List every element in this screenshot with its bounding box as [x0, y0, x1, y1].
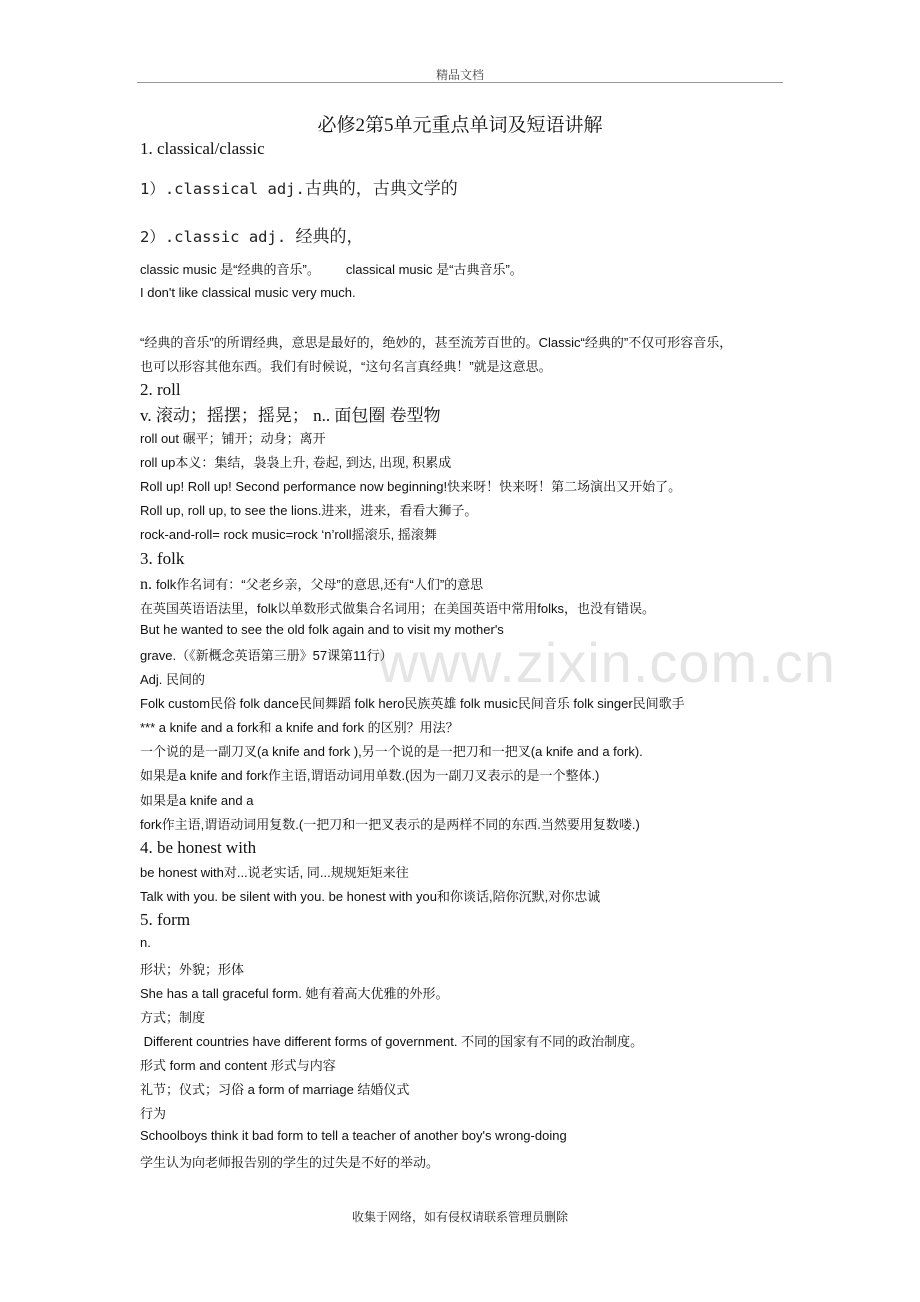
section-3-line-7: 一个说的是一副刀叉(a knife and fork ),另一个说的是一把刀和一把叉(a knife and a fork). — [140, 744, 643, 759]
section-2-heading: 2. roll — [140, 380, 181, 399]
section-2-line-1: roll out 碾平；铺开；动身；离开 — [140, 431, 326, 446]
section-1-definition-1 — [140, 174, 458, 199]
section-2-definition: v. 滚动；摇摆；摇晃； n.. 面包圈 卷型物 — [140, 406, 441, 425]
section-2-line-2: roll up本义：集结，袅袅上升, 卷起, 到达, 出现, 积累成 — [140, 455, 452, 470]
page-header: 精品文档 — [435, 68, 484, 82]
section-4-line-2: Talk with you. be silent with you. be honest with you和你谈话,陪你沉默,对你忠诚 — [140, 889, 601, 904]
section-5-line-10: 学生认为向老师报告别的学生的过失是不好的举动。 — [140, 1155, 440, 1170]
section-5-line-6: 形式 form and content 形式与内容 — [140, 1058, 336, 1073]
section-5-line-5: Different countries have different forms of government. 不同的国家有不同的政治制度。 — [140, 1034, 644, 1049]
section-2-line-5: rock-and-roll= rock music=rock ‘n’roll摇滚乐, 摇滚舞 — [140, 527, 437, 542]
section-5-heading: 5. form — [140, 910, 191, 929]
section-3-line-9: 如果是a knife and a — [140, 793, 254, 808]
section-5-line-2: 形状；外貌；形体 — [140, 962, 245, 977]
example-classic: classic music 是“经典的音乐”。 — [140, 262, 320, 277]
definition-1-label: 1）.classical adj. — [140, 180, 305, 198]
page-title: 必修2第5单元重点单词及短语讲解 — [317, 115, 603, 136]
definition-text: folk作名词有：“父老乡亲，父母”的意思,还有“人们”的意思 — [156, 577, 484, 592]
example-classical: classical music 是“古典音乐”。 — [345, 262, 523, 277]
section-3-line-10: fork作主语,谓语动词用复数.(一把刀和一把叉表示的是两样不同的东西.当然要用复数喽.) — [140, 817, 640, 832]
header-divider — [137, 82, 783, 83]
section-1-note-line-1: “经典的音乐”的所谓经典，意思是最好的，绝妙的，甚至流芳百世的。Classic“经典的”不仅可形容音乐， — [140, 335, 733, 350]
section-5-line-8: 行为 — [140, 1106, 167, 1121]
section-3-line-5: Folk custom民俗 folk dance民间舞蹈 folk hero民族英雄 folk music民间音乐 folk singer民间歌手 — [140, 696, 685, 711]
section-5-line-7: 礼节；仪式；习俗 a form of marriage 结婚仪式 — [140, 1082, 410, 1097]
section-3-line-8: 如果是a knife and fork作主语,谓语动词用单数.(因为一副刀叉表示的是一个整体.) — [140, 768, 600, 783]
definition-2-meaning: 经典的， — [295, 227, 364, 247]
definition-1-meaning: 古典的，古典文学的 — [304, 179, 458, 199]
section-3-line-1: 在英国英语语法里，folk以单数形式做集合名词用；在美国英语中常用folks，也没有错误。 — [140, 601, 655, 616]
section-3-line-3: grave.（《新概念英语第三册》57课第11行） — [140, 648, 393, 663]
section-3-line-2: But he wanted to see the old folk again and to visit my mother's — [140, 622, 504, 637]
page-footer: 收集于网络，如有侵权请联系管理员删除 — [351, 1210, 568, 1224]
section-5-line-9: Schoolboys think it bad form to tell a teacher of another boy's wrong-doing — [140, 1128, 567, 1143]
section-3-line-4: Adj. 民间的 — [140, 672, 206, 687]
section-4-line-1: be honest with对...说老实话, 同...规规矩矩来往 — [140, 865, 409, 880]
section-5-line-3: She has a tall graceful form. 她有着高大优雅的外形。 — [140, 986, 449, 1001]
definition-2-label: 2）.classic adj. — [140, 228, 296, 246]
section-1-example-2: I don't like classical music very much. — [140, 285, 356, 300]
section-3-line-6: *** a knife and a fork和 a knife and fork 的区别？用法？ — [140, 720, 459, 735]
section-1-heading: 1. classical/classic — [140, 139, 265, 158]
watermark: www.zixin.com.cn — [378, 631, 836, 694]
section-5-line-4: 方式；制度 — [140, 1010, 206, 1025]
section-1-note-line-2: 也可以形容其他东西。我们有时候说，“这句名言真经典！”就是这意思。 — [140, 359, 552, 374]
section-5-line-1: n. — [140, 935, 151, 950]
section-2-line-4: Roll up, roll up, to see the lions.进来，进来，看看大狮子。 — [140, 503, 478, 518]
section-1-example-1 — [140, 259, 523, 278]
definition-pos: n. — [140, 576, 156, 593]
section-4-heading: 4. be honest with — [140, 838, 257, 857]
section-1-definition-2 — [140, 222, 363, 247]
section-3-definition — [140, 574, 483, 594]
section-3-heading: 3. folk — [140, 549, 185, 568]
section-2-line-3: Roll up! Roll up! Second performance now beginning!快来呀！快来呀！第二场演出又开始了。 — [140, 479, 682, 494]
